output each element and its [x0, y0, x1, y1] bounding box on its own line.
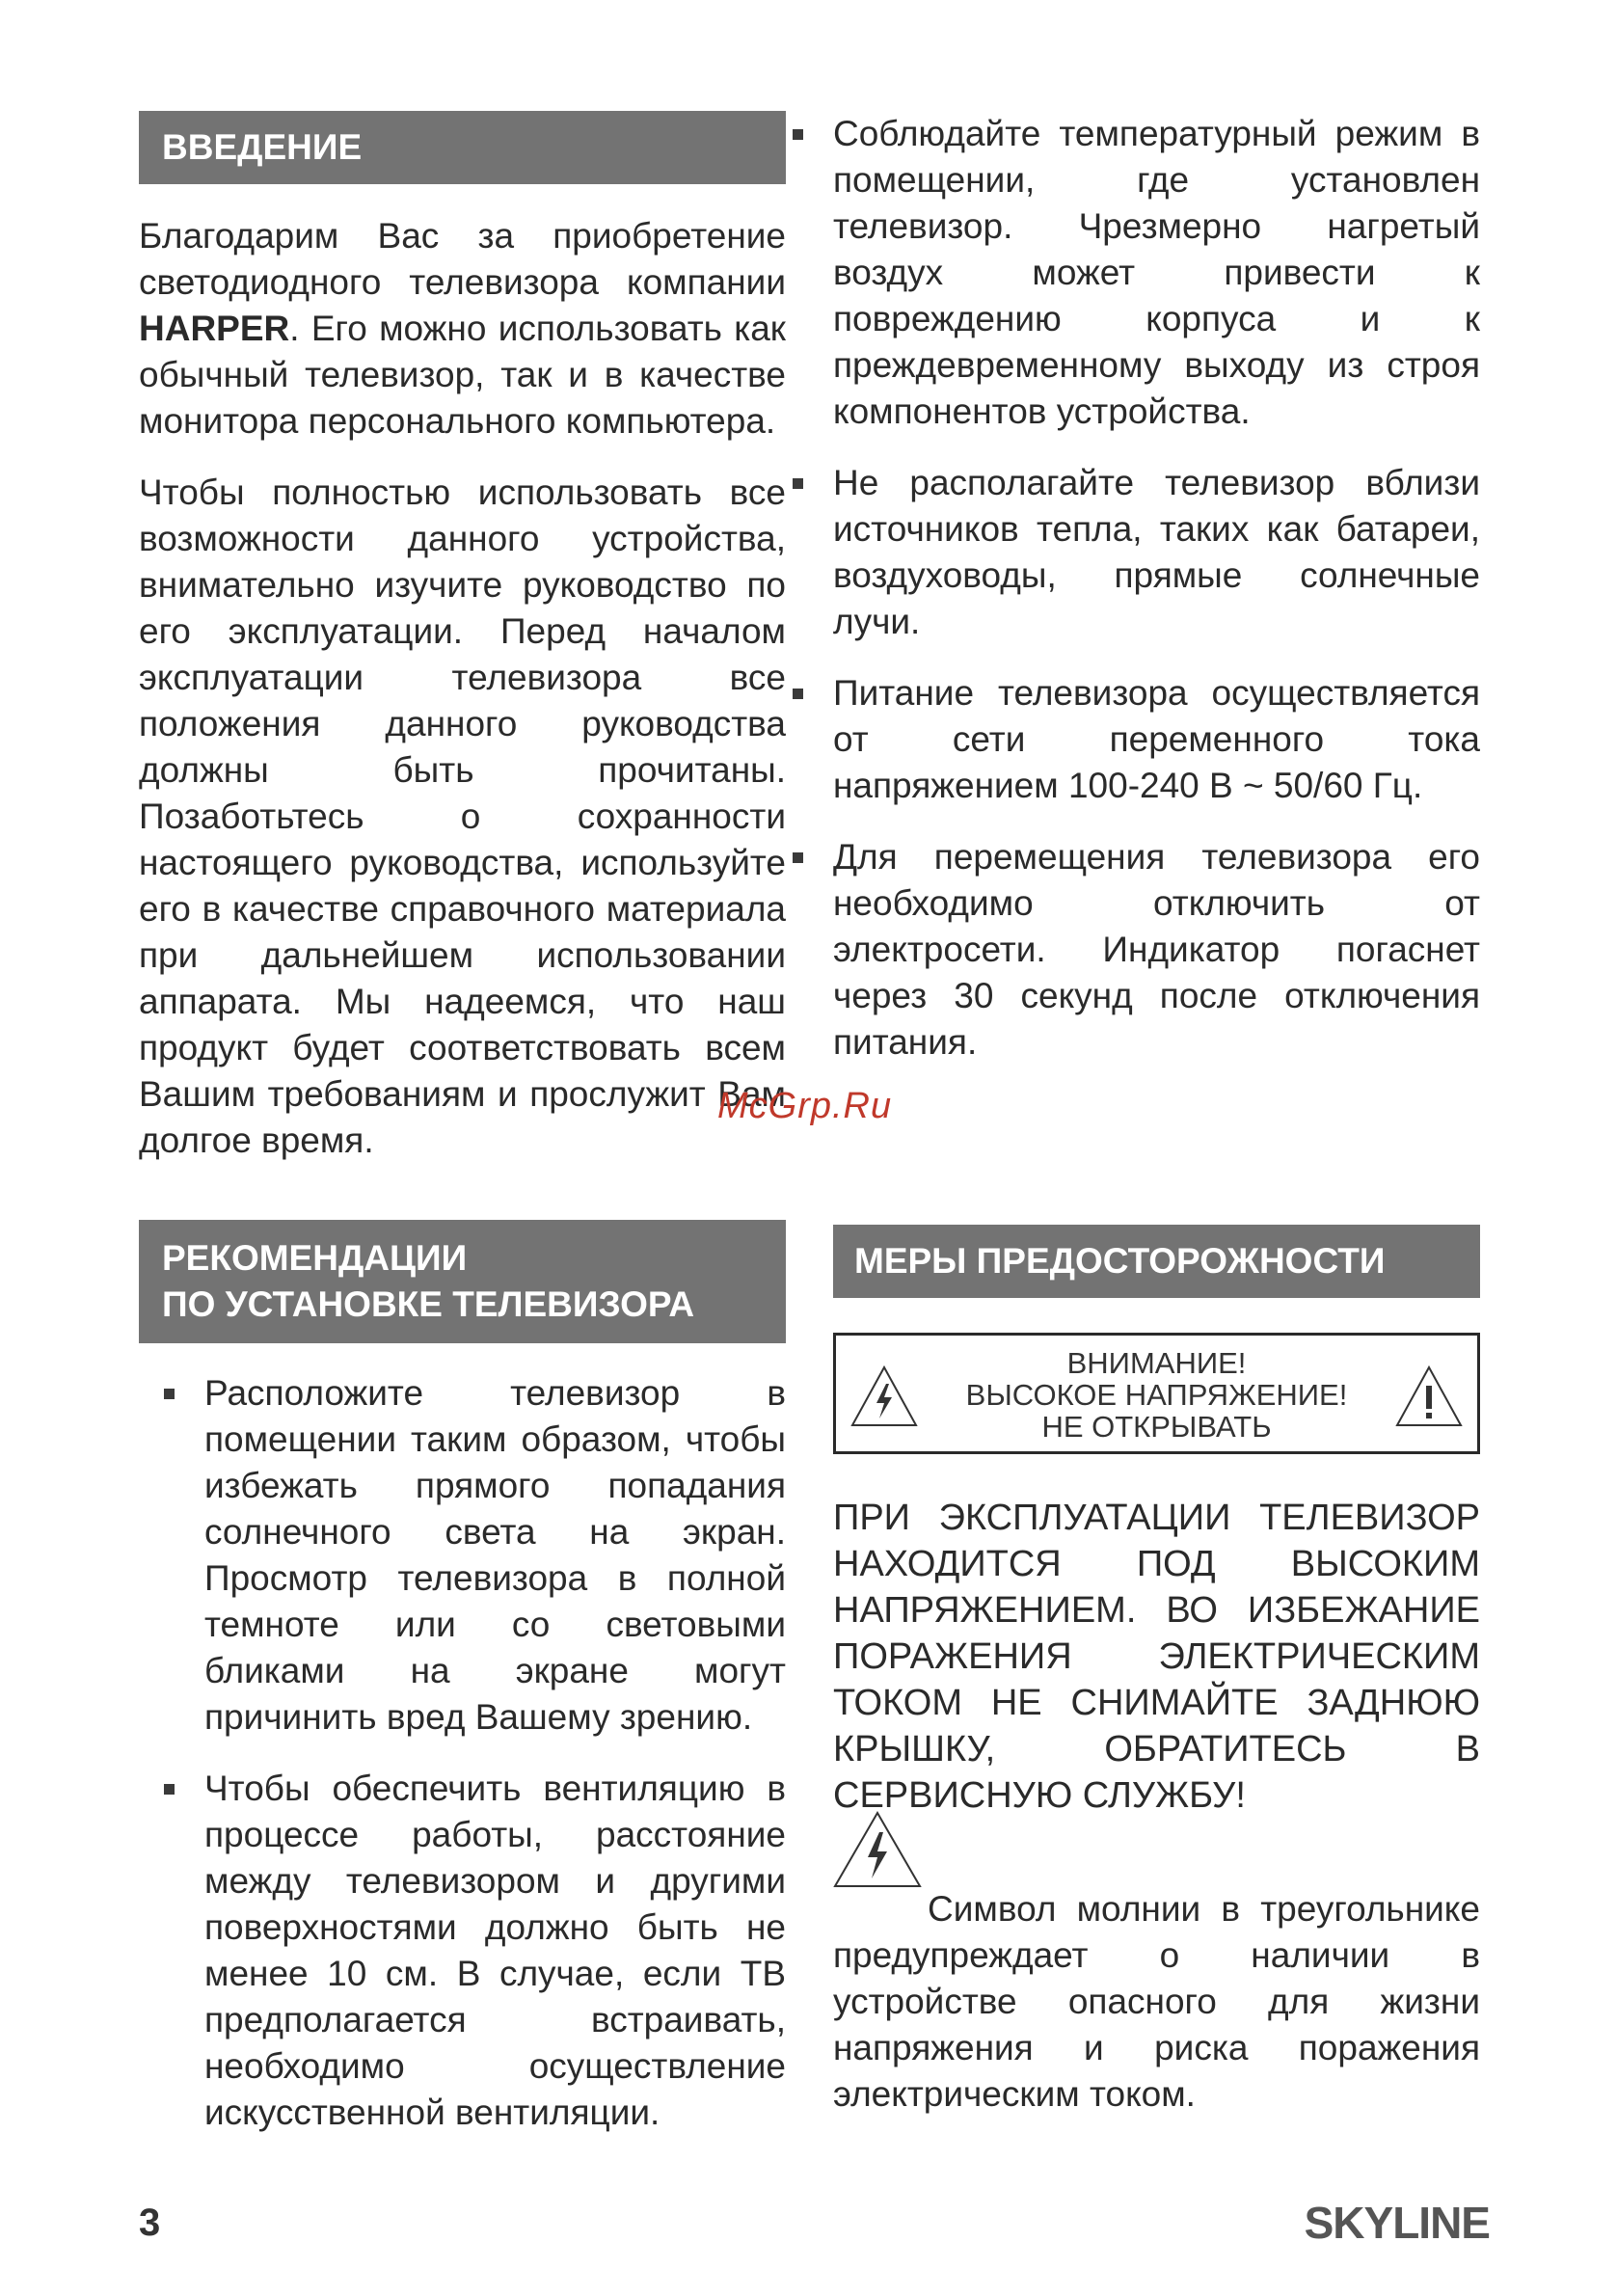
list-item: [768, 111, 1480, 435]
brand-name: HARPER: [139, 309, 290, 348]
list-item: [768, 460, 1480, 645]
intro-paragraph-2: Чтобы полностью использовать все возможности данного устройства, внимательно изучите руководство по его эксплуатации. Перед началом эксплуатации телевизора все положения данного руководства должны быть прочитаны. Позаботьтесь о сохранности настоящего руководства, используйте его в качестве справочного материала при дальнейшем использовании аппарата. Мы надеемся, что наш продукт будет соответствовать всем Вашим требованиям и прослужит Вам долгое время.: [139, 473, 786, 1160]
bullet-square-icon: [793, 129, 803, 140]
exclamation-warning-icon: [1394, 1364, 1464, 1428]
safety-heading-text: МЕРЫ ПРЕДОСТОРОЖНОСТИ: [854, 1241, 1386, 1281]
list-item-text: Питание телевизора осуществляется от сети переменного тока напряжением 100-240 В ~ 50/60 Гц.: [833, 673, 1480, 805]
list-item: [139, 1370, 786, 1741]
warning-line-2: ВЫСОКОЕ НАПРЯЖЕНИЕ!: [965, 1378, 1348, 1412]
warning-line-1: ВНИМАНИЕ!: [1066, 1346, 1247, 1380]
brand-logo: SKYLINE: [1304, 2198, 1490, 2248]
safety-heading: [833, 1225, 1480, 1298]
bullet-square-icon: [164, 1784, 175, 1795]
lightning-explanation: [833, 1848, 1480, 2118]
right-column: [833, 111, 1480, 2114]
precautions-list: [768, 111, 1480, 1066]
bullet-square-icon: [793, 852, 803, 863]
warning-line-3: НЕ ОТКРЫВАТЬ: [1041, 1410, 1272, 1444]
list-item: [768, 834, 1480, 1066]
lightning-triangle-icon: [831, 1809, 924, 1890]
warning-text: [913, 1347, 1400, 1443]
list-item-text: Соблюдайте температурный режим в помещении, где установлен телевизор. Чрезмерно нагретый воздух может привести к повреждению корпуса и к преждевременному выходу из строя компонентов устройства.: [833, 114, 1480, 431]
intro-p1-end: . Его можно использовать как обычный телевизор, так и в качестве монитора персонального компьютера.: [139, 309, 786, 441]
lightning-explanation-text: [833, 1886, 1480, 2118]
intro-p1-start: Благодарим Вас за приобретение светодиодного телевизора компании: [139, 216, 786, 302]
intro-heading-text: ВВЕДЕНИЕ: [162, 127, 363, 167]
list-item-text: Не располагайте телевизор вблизи источников тепла, таких как батареи, воздуховоды, прямые солнечные лучи.: [833, 463, 1480, 641]
list-item-text: Чтобы обеспечить вентиляцию в процессе работы, расстояние между телевизором и другими поверхностями должно быть не менее 10 см. В случае, если ТВ предполагается встраивать, необходимо осуществление искусственной вентиляции.: [204, 1769, 786, 2132]
watermark: McGrp.Ru: [717, 1086, 893, 1126]
warning-box: [833, 1333, 1480, 1454]
intro-heading: [139, 111, 786, 184]
high-voltage-warning: ПРИ ЭКСПЛУАТАЦИИ ТЕЛЕВИЗОР НАХОДИТСЯ ПОД ВЫСОКИМ НАПРЯЖЕНИЕМ. ВО ИЗБЕЖАНИЕ ПОРАЖЕНИЯ ЭЛЕКТРИЧЕСКИМ ТОКОМ НЕ СНИМАЙТЕ ЗАДНЮЮ КРЫШКУ, ОБРАТИТЕСЬ В СЕРВИСНУЮ СЛУЖБУ!: [833, 1498, 1480, 1816]
install-heading-line2: ПО УСТАНОВКЕ ТЕЛЕВИЗОРА: [162, 1284, 695, 1324]
list-item: [768, 670, 1480, 809]
bullet-square-icon: [793, 478, 803, 489]
safety-section: [833, 1225, 1480, 2143]
bullet-square-icon: [793, 689, 803, 699]
left-column: [139, 111, 786, 2161]
list-item: [139, 1766, 786, 2136]
list-item-text: Расположите телевизор в помещении таким образом, чтобы избежать прямого попадания солнечного света на экран. Просмотр телевизора в полной темноте или со световыми бликами на экране могут причинить вред Вашему зрению.: [204, 1373, 786, 1737]
bullet-square-icon: [164, 1389, 175, 1399]
intro-paragraph-1: [139, 213, 786, 445]
list-item-text: Для перемещения телевизора его необходимо отключить от электросети. Индикатор погаснет через 30 секунд после отключения питания.: [833, 837, 1480, 1062]
install-list: [139, 1370, 786, 2136]
lightning-text: Символ молнии в треугольнике предупреждает о наличии в устройстве опасного для жизни напряжения и риска поражения электрическим током.: [833, 1889, 1480, 2114]
lightning-warning-icon: [849, 1364, 919, 1428]
install-heading-line1: РЕКОМЕНДАЦИИ: [162, 1238, 468, 1278]
page-number: 3: [139, 2201, 161, 2244]
install-heading: [139, 1220, 786, 1343]
